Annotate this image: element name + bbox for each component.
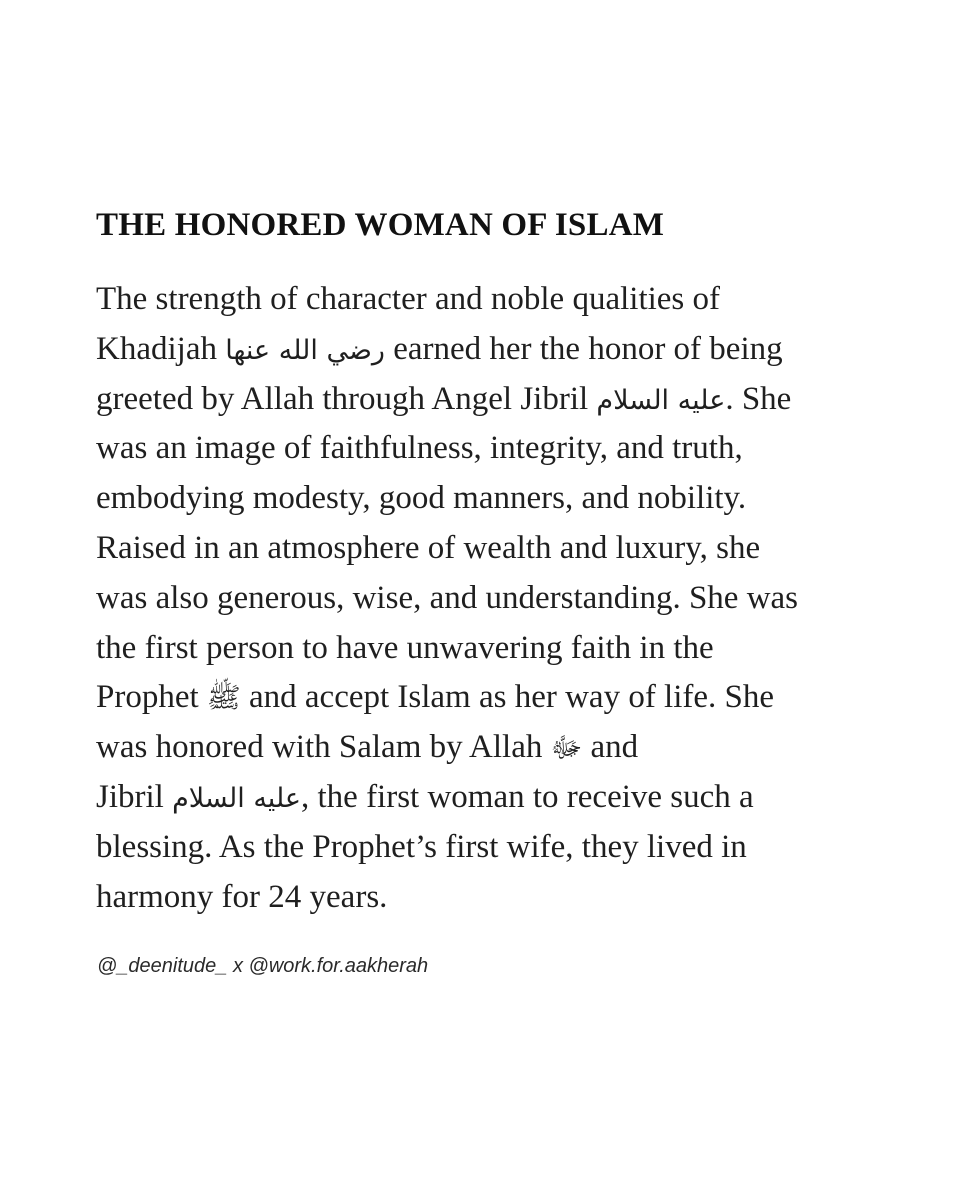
body-line-text: Prophet	[96, 679, 207, 716]
body-line-text: . She	[725, 380, 792, 417]
credit-handles: @_deenitude_ x @work.for.aakherah	[97, 955, 429, 977]
jalla-jalaluhu-ligature: ﷻ	[550, 731, 583, 765]
body-line	[96, 524, 896, 574]
body-line-text: Jibril	[96, 778, 173, 815]
body-line-text: was an image of faithfulness, integrity, and truth,	[96, 430, 743, 467]
body-line-text: and	[582, 729, 639, 766]
body-line	[96, 275, 896, 325]
body-line-text: harmony for 24 years.	[96, 878, 388, 915]
body-line	[96, 624, 896, 674]
body-line	[96, 375, 896, 425]
article-body	[96, 275, 896, 922]
body-line	[96, 424, 896, 474]
body-line-text: and accept Islam as her way of life. She	[240, 679, 775, 716]
body-line-text: The strength of character and noble qualities of	[96, 281, 721, 317]
body-line-text: embodying modesty, good manners, and nobility.	[96, 480, 747, 517]
body-line	[96, 673, 896, 723]
body-line-text: Raised in an atmosphere of wealth and luxury, she	[96, 529, 761, 566]
body-line-text: was honored with Salam by Allah	[96, 729, 551, 766]
body-line-text: Khadijah	[96, 330, 226, 367]
body-line-text: , the first woman to receive such a	[301, 778, 754, 815]
body-line	[96, 773, 896, 823]
arabic-honorific: عليه السلام	[596, 384, 726, 416]
body-line	[96, 823, 896, 873]
salawat-ligature: ﷺ	[206, 681, 241, 715]
body-line	[96, 474, 896, 524]
body-line-text: the first person to have unwavering faith in the	[96, 629, 714, 666]
arabic-honorific: عليه السلام	[172, 782, 301, 814]
body-line-text: earned her the honor of being	[384, 330, 783, 367]
body-line	[96, 873, 896, 923]
body-line-text: greeted by Allah through Angel Jibril	[96, 380, 597, 417]
arabic-honorific: رضي الله عنها	[225, 334, 385, 366]
body-line	[96, 723, 896, 773]
body-line	[96, 325, 896, 375]
body-line	[96, 574, 896, 624]
body-line-text: was also generous, wise, and understanding. She was	[96, 579, 799, 616]
body-line-text: blessing. As the Prophet’s first wife, they lived in	[96, 828, 747, 865]
article-title: THE HONORED WOMAN OF ISLAM	[96, 207, 665, 243]
